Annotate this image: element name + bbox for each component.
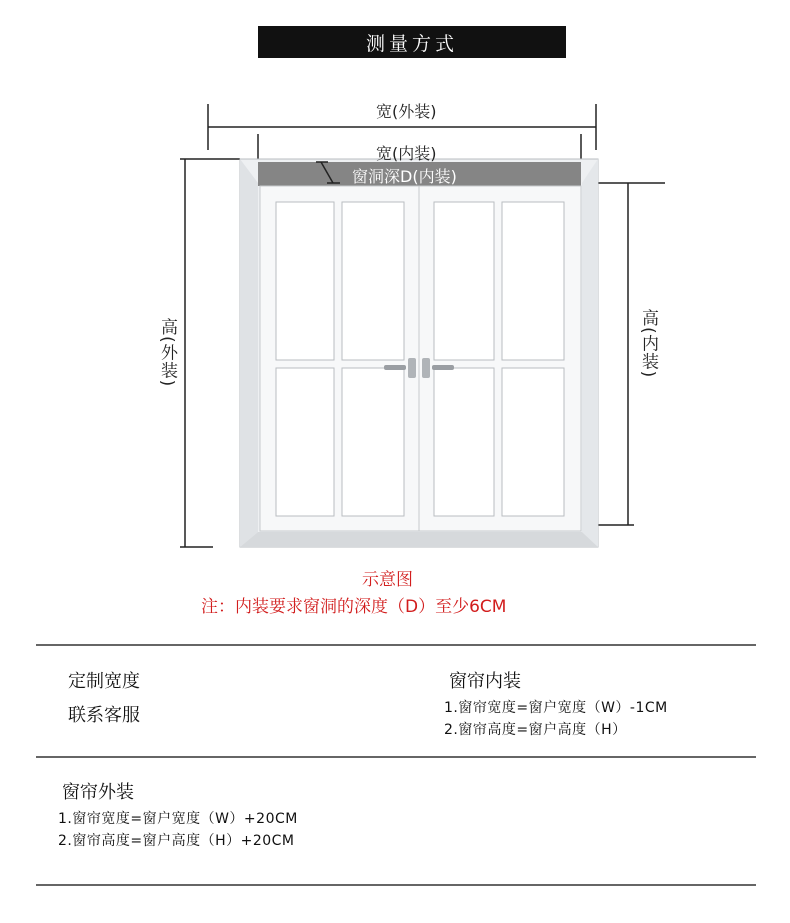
inner-width-label: 宽(内装)	[376, 144, 437, 163]
outer-install-width-rule: 1.窗帘宽度=窗户宽度（W）+20CM	[58, 811, 298, 827]
inner-install-height-rule: 2.窗帘高度=窗户高度（H）	[444, 722, 627, 738]
divider	[36, 756, 756, 758]
depth-note: 注：内装要求窗洞的深度（D）至少6CM	[201, 597, 507, 617]
depth-label: 窗洞深D(内装)	[352, 167, 457, 186]
divider	[36, 884, 756, 886]
outer-install-title: 窗帘外装	[62, 782, 134, 803]
page-title: 测量方式	[258, 26, 566, 58]
outer-width-label: 宽(外装)	[376, 102, 437, 121]
outer-height-dimension	[180, 159, 240, 547]
custom-width-text: 定制宽度	[68, 671, 140, 692]
inner-install-title: 窗帘内装	[449, 671, 521, 692]
inner-height-label: 高(内装)	[638, 309, 658, 379]
divider	[36, 644, 756, 646]
diagram-caption: 示意图	[362, 570, 413, 590]
outer-height-label: 高(外装)	[157, 318, 177, 388]
contact-service-text: 联系客服	[68, 705, 140, 726]
window-frame	[240, 159, 598, 547]
outer-install-height-rule: 2.窗帘高度=窗户高度（H）+20CM	[58, 833, 295, 849]
inner-install-width-rule: 1.窗帘宽度=窗户宽度（W）-1CM	[444, 700, 668, 716]
